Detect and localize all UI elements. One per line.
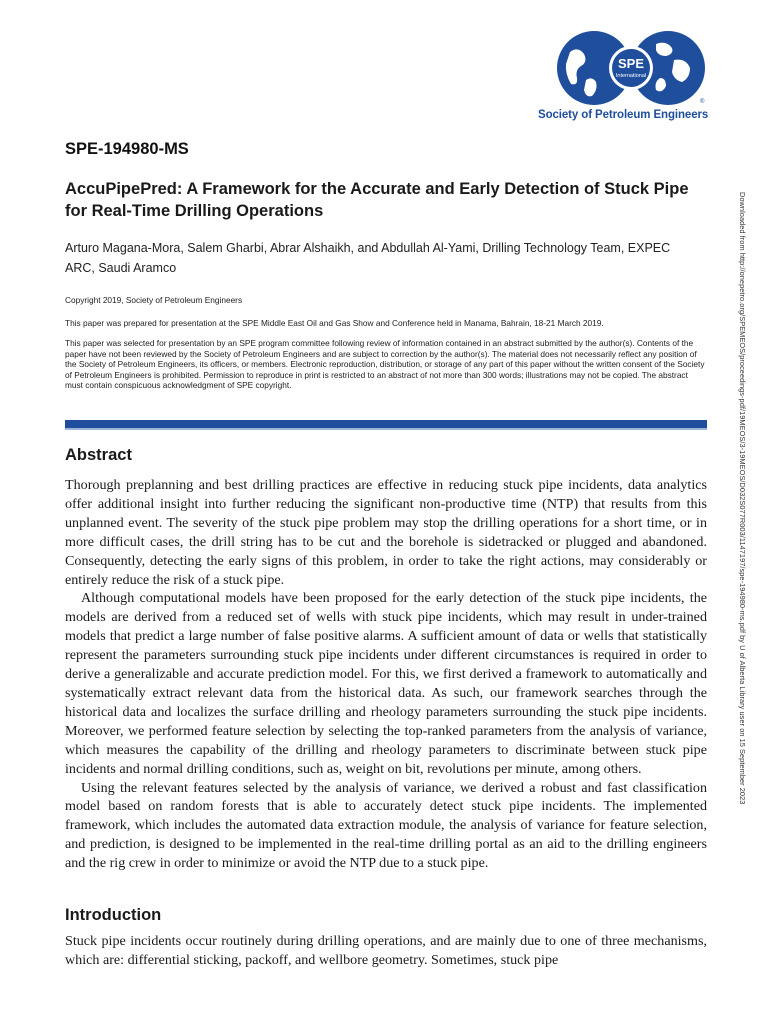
download-watermark: Downloaded from http://onepetro.org/SPEMEOS/proceedings-pdf/19MEOS/3-19MEOS/D032S077R003/1147197/spe-194980-ms.pdf by U of Alberta Library user on 15 September 2023 (738, 192, 747, 805)
introduction-body (65, 932, 707, 970)
svg-text:®: ® (700, 99, 705, 105)
logo-mark-subtext: International (615, 73, 647, 79)
section-divider (65, 420, 707, 430)
abstract-paragraph: Using the relevant features selected by the analysis of variance, we derived a robust and fast classification model based on random forests that is able to accurately detect stuck pipe incidents. The implemented framework, which includes the automated data extraction module, the analysis of variance for feature selection, and prediction, is designed to be implemented in the real-time drilling portal as an aid to the drilling engineers and the rig crew in order to minimize or avoid the NTP due to a stuck pipe. (65, 779, 707, 872)
globe-logo-icon (556, 30, 706, 106)
paper-title: AccuPipePred: A Framework for the Accurate and Early Detection of Stuck Pipe for Real-Time Drilling Operations (65, 180, 689, 220)
abstract-body (65, 476, 707, 873)
copyright-notice: Copyright 2019, Society of Petroleum Engineers (65, 295, 243, 305)
selection-notice: This paper was selected for presentation by an SPE program committee following review of information contained in an abstract submitted by the author(s). Contents of the paper have not been reviewed by the Society of Petroleum Engineers and are subject to correction by the author(s). The material does not necessarily reflect any position of the Society of Petroleum Engineers, its officers, or members. Electronic reproduction, distribution, or storage of any part of this paper without the written consent of the Society of Petroleum Engineers is prohibited. Permission to reproduce in print is restricted to an abstract of not more than 300 words; illustrations may not be copied. The abstract must contain conspicuous acknowledgment of SPE copyright. (65, 338, 705, 391)
spe-logo (538, 30, 708, 126)
authors: Arturo Magana-Mora, Salem Gharbi, Abrar Alshaikh, and Abdullah Al-Yami, Drilling Technology Team, EXPEC ARC, Saudi Aramco (65, 241, 671, 275)
abstract-paragraph: Thorough preplanning and best drilling practices are effective in reducing stuck pipe incidents, data analytics offer additional insight into further reducing the significant non-productive time (NTP) that results from this unplanned event. The severity of the stuck pipe problem may stop the drilling operations for a short time, or in more difficult cases, the drill string has to be cut and the borehole is sidetracked or plugged and abandoned. Consequently, detecting the early signs of this problem, in order to take the right actions, may considerably or entirely reduce the risk of a stuck pipe. (65, 477, 707, 588)
logo-caption: Society of Petroleum Engineers (538, 109, 709, 121)
abstract-heading: Abstract (65, 446, 132, 464)
presentation-notice: This paper was prepared for presentation at the SPE Middle East Oil and Gas Show and Conference held in Manama, Bahrain, 18-21 March 2019. (65, 318, 604, 328)
introduction-heading: Introduction (65, 906, 162, 924)
abstract-paragraph: Although computational models have been proposed for the early detection of the stuck pipe incidents, the models are derived from a reduced set of wells with stuck pipe incidents, which may result in under-trained models that predict a large number of false positive alarms. A sufficient amount of data or wells that statistically represent the parameters surrounding stuck pipe incidents under different circumstances is required in order to derive a generalizable and accurate prediction model. For this, we first derived a framework to automatically and systematically extract relevant data from the historical data. As such, our framework searches through the historical data and localizes the surface drilling and rheology parameters surrounding the stuck pipe incidents. Moreover, we performed feature selection by selecting the top-ranked parameters from the analysis of variance, which measures the capability of the drilling and rheology parameters to discriminate between stuck pipe incidents and normal drilling conditions, such as, weight on bit, revolutions per minute, among others. (65, 590, 707, 777)
logo-mark-text: SPE (617, 56, 645, 71)
introduction-paragraph: Stuck pipe incidents occur routinely during drilling operations, and are mainly due to one of three mechanisms, which are: differential sticking, packoff, and wellbore geometry. Sometimes, stuck pipe (65, 933, 707, 968)
paper-id: SPE-194980-MS (65, 140, 189, 158)
